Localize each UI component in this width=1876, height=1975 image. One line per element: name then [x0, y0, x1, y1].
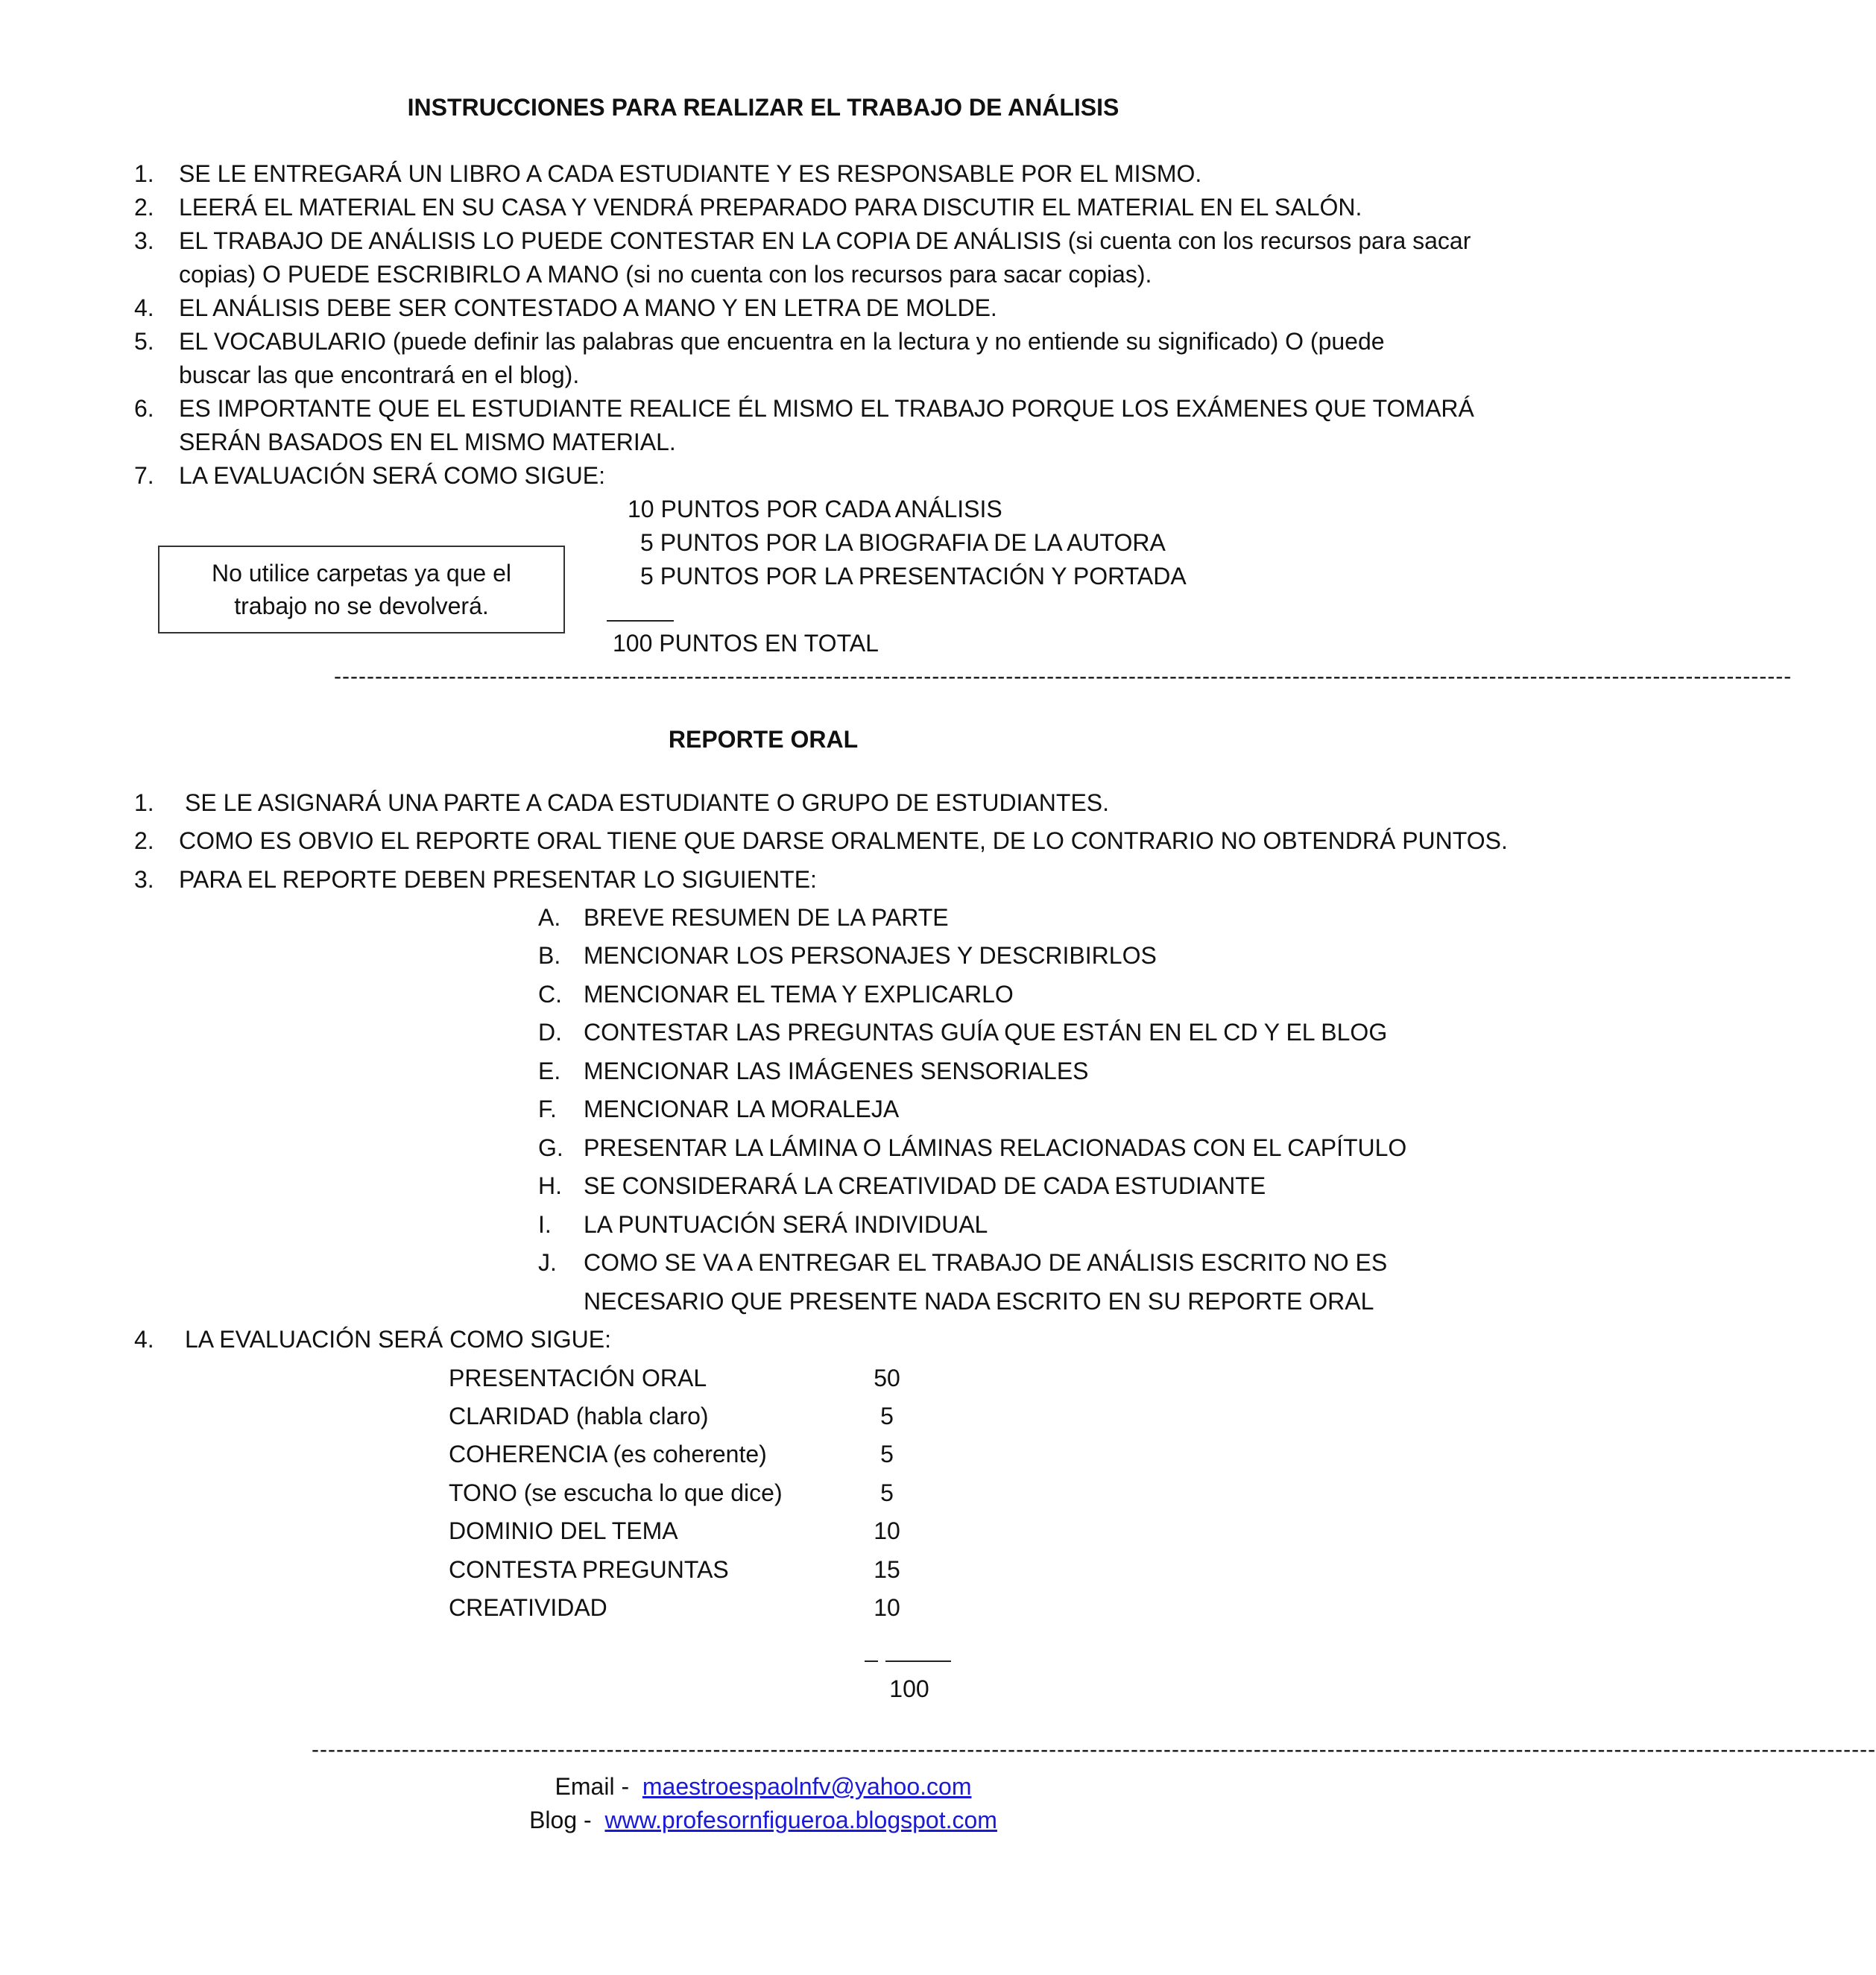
scoring-line: 10 PUNTOS POR CADA ANÁLISIS	[628, 496, 1002, 522]
dashed-divider: -----------------------------------------------------------------------------------------------------------------------------------------------------------------------------------------------	[312, 1737, 1876, 1762]
sum-rule	[885, 1660, 951, 1662]
rubric-points: 50	[874, 1365, 900, 1391]
rubric-label: CLARIDAD (habla claro)	[449, 1403, 709, 1429]
sublist-letter: J.	[538, 1249, 557, 1276]
list-number: 1.	[134, 789, 154, 816]
list-item-continuation: SERÁN BASADOS EN EL MISMO MATERIAL.	[179, 429, 676, 455]
rubric-label: CONTESTA PREGUNTAS	[449, 1556, 729, 1583]
rubric-points: 10	[874, 1594, 900, 1621]
note-box	[158, 546, 565, 633]
rubric-label: COHERENCIA (es coherente)	[449, 1441, 767, 1467]
email-link[interactable]: maestroespaolnfv@yahoo.com	[642, 1773, 972, 1800]
list-number: 5.	[134, 328, 154, 355]
dashed-divider: ----------------------------------------------------------------------------------------------------------------------------------------------------------------------------------	[334, 664, 1793, 689]
rubric-label: PRESENTACIÓN ORAL	[449, 1365, 707, 1391]
page-title: INSTRUCCIONES PARA REALIZAR EL TRABAJO DE ANÁLISIS	[407, 94, 1119, 121]
list-item: EL VOCABULARIO (puede definir las palabras que encuentra en la lectura y no entiende su significado) O (puede	[179, 328, 1385, 355]
list-item: LA EVALUACIÓN SERÁ COMO SIGUE:	[179, 462, 605, 489]
list-item: ES IMPORTANTE QUE EL ESTUDIANTE REALICE ÉL MISMO EL TRABAJO PORQUE LOS EXÁMENES QUE TOMARÁ	[179, 395, 1474, 422]
sublist-item: MENCIONAR LAS IMÁGENES SENSORIALES	[584, 1058, 1089, 1084]
rubric-points: 5	[880, 1441, 894, 1467]
sublist-letter: I.	[538, 1211, 552, 1238]
list-number: 3.	[134, 866, 154, 893]
scoring-line: 5 PUNTOS POR LA BIOGRAFIA DE LA AUTORA	[640, 529, 1166, 556]
list-number: 6.	[134, 395, 154, 422]
sublist-letter: A.	[538, 904, 561, 931]
sublist-item: LA PUNTUACIÓN SERÁ INDIVIDUAL	[584, 1211, 988, 1238]
sublist-item-continuation: NECESARIO QUE PRESENTE NADA ESCRITO EN SU REPORTE ORAL	[584, 1288, 1374, 1315]
sum-rule	[607, 620, 674, 622]
list-number: 1.	[134, 160, 154, 187]
list-item: COMO ES OBVIO EL REPORTE ORAL TIENE QUE DARSE ORALMENTE, DE LO CONTRARIO NO OBTENDRÁ PUNTOS.	[179, 827, 1508, 854]
sublist-item: MENCIONAR LA MORALEJA	[584, 1096, 900, 1122]
list-item: EL TRABAJO DE ANÁLISIS LO PUEDE CONTESTAR EN LA COPIA DE ANÁLISIS (si cuenta con los recursos para sacar	[179, 227, 1471, 254]
list-item: PARA EL REPORTE DEBEN PRESENTAR LO SIGUIENTE:	[179, 866, 817, 893]
rubric-label: TONO (se escucha lo que dice)	[449, 1479, 783, 1506]
footer-blog-line	[0, 1808, 1526, 1832]
scoring-total: 100 PUNTOS EN TOTAL	[613, 630, 879, 657]
sum-rule	[865, 1660, 878, 1662]
list-item: SE LE ASIGNARÁ UNA PARTE A CADA ESTUDIANTE O GRUPO DE ESTUDIANTES.	[185, 789, 1110, 816]
scoring-line: 5 PUNTOS POR LA PRESENTACIÓN Y PORTADA	[640, 563, 1187, 590]
list-item: LEERÁ EL MATERIAL EN SU CASA Y VENDRÁ PREPARADO PARA DISCUTIR EL MATERIAL EN EL SALÓN.	[179, 194, 1362, 221]
sublist-item: PRESENTAR LA LÁMINA O LÁMINAS RELACIONADAS CON EL CAPÍTULO	[584, 1134, 1407, 1161]
sublist-letter: F.	[538, 1096, 557, 1122]
sublist-letter: E.	[538, 1058, 561, 1084]
rubric-label: DOMINIO DEL TEMA	[449, 1517, 678, 1544]
section-title: REPORTE ORAL	[668, 726, 859, 753]
email-label: Email -	[555, 1773, 630, 1800]
sublist-letter: G.	[538, 1134, 563, 1161]
rubric-points: 15	[874, 1556, 900, 1583]
blog-label: Blog -	[529, 1807, 592, 1833]
list-item: EL ANÁLISIS DEBE SER CONTESTADO A MANO Y EN LETRA DE MOLDE.	[179, 294, 997, 321]
rubric-label: CREATIVIDAD	[449, 1594, 607, 1621]
note-line: No utilice carpetas ya que el	[212, 560, 511, 587]
list-item: SE LE ENTREGARÁ UN LIBRO A CADA ESTUDIANTE Y ES RESPONSABLE POR EL MISMO.	[179, 160, 1202, 187]
list-number: 7.	[134, 462, 154, 489]
blog-link[interactable]: www.profesornfigueroa.blogspot.com	[604, 1807, 997, 1833]
sublist-letter: D.	[538, 1019, 562, 1046]
list-item: LA EVALUACIÓN SERÁ COMO SIGUE:	[185, 1326, 611, 1353]
sublist-item: MENCIONAR EL TEMA Y EXPLICARLO	[584, 981, 1014, 1008]
list-number: 3.	[134, 227, 154, 254]
note-line: trabajo no se devolverá.	[234, 592, 489, 619]
footer-email-line	[0, 1775, 1526, 1798]
rubric-points: 10	[874, 1517, 900, 1544]
list-number: 2.	[134, 194, 154, 221]
sublist-item: CONTESTAR LAS PREGUNTAS GUÍA QUE ESTÁN EN EL CD Y EL BLOG	[584, 1019, 1388, 1046]
sublist-letter: C.	[538, 981, 562, 1008]
rubric-points: 5	[880, 1479, 894, 1506]
list-number: 4.	[134, 294, 154, 321]
sublist-item: BREVE RESUMEN DE LA PARTE	[584, 904, 949, 931]
list-number: 4.	[134, 1326, 154, 1353]
sublist-item: MENCIONAR LOS PERSONAJES Y DESCRIBIRLOS	[584, 942, 1157, 969]
sublist-letter: B.	[538, 942, 561, 969]
list-item-continuation: buscar las que encontrará en el blog).	[179, 361, 580, 388]
sublist-item: SE CONSIDERARÁ LA CREATIVIDAD DE CADA ESTUDIANTE	[584, 1172, 1266, 1199]
rubric-points: 5	[880, 1403, 894, 1429]
sublist-item: COMO SE VA A ENTREGAR EL TRABAJO DE ANÁLISIS ESCRITO NO ES	[584, 1249, 1388, 1276]
sublist-letter: H.	[538, 1172, 562, 1199]
rubric-total: 100	[889, 1675, 929, 1702]
list-item-continuation: copias) O PUEDE ESCRIBIRLO A MANO (si no cuenta con los recursos para sacar copias).	[179, 261, 1152, 288]
list-number: 2.	[134, 827, 154, 854]
